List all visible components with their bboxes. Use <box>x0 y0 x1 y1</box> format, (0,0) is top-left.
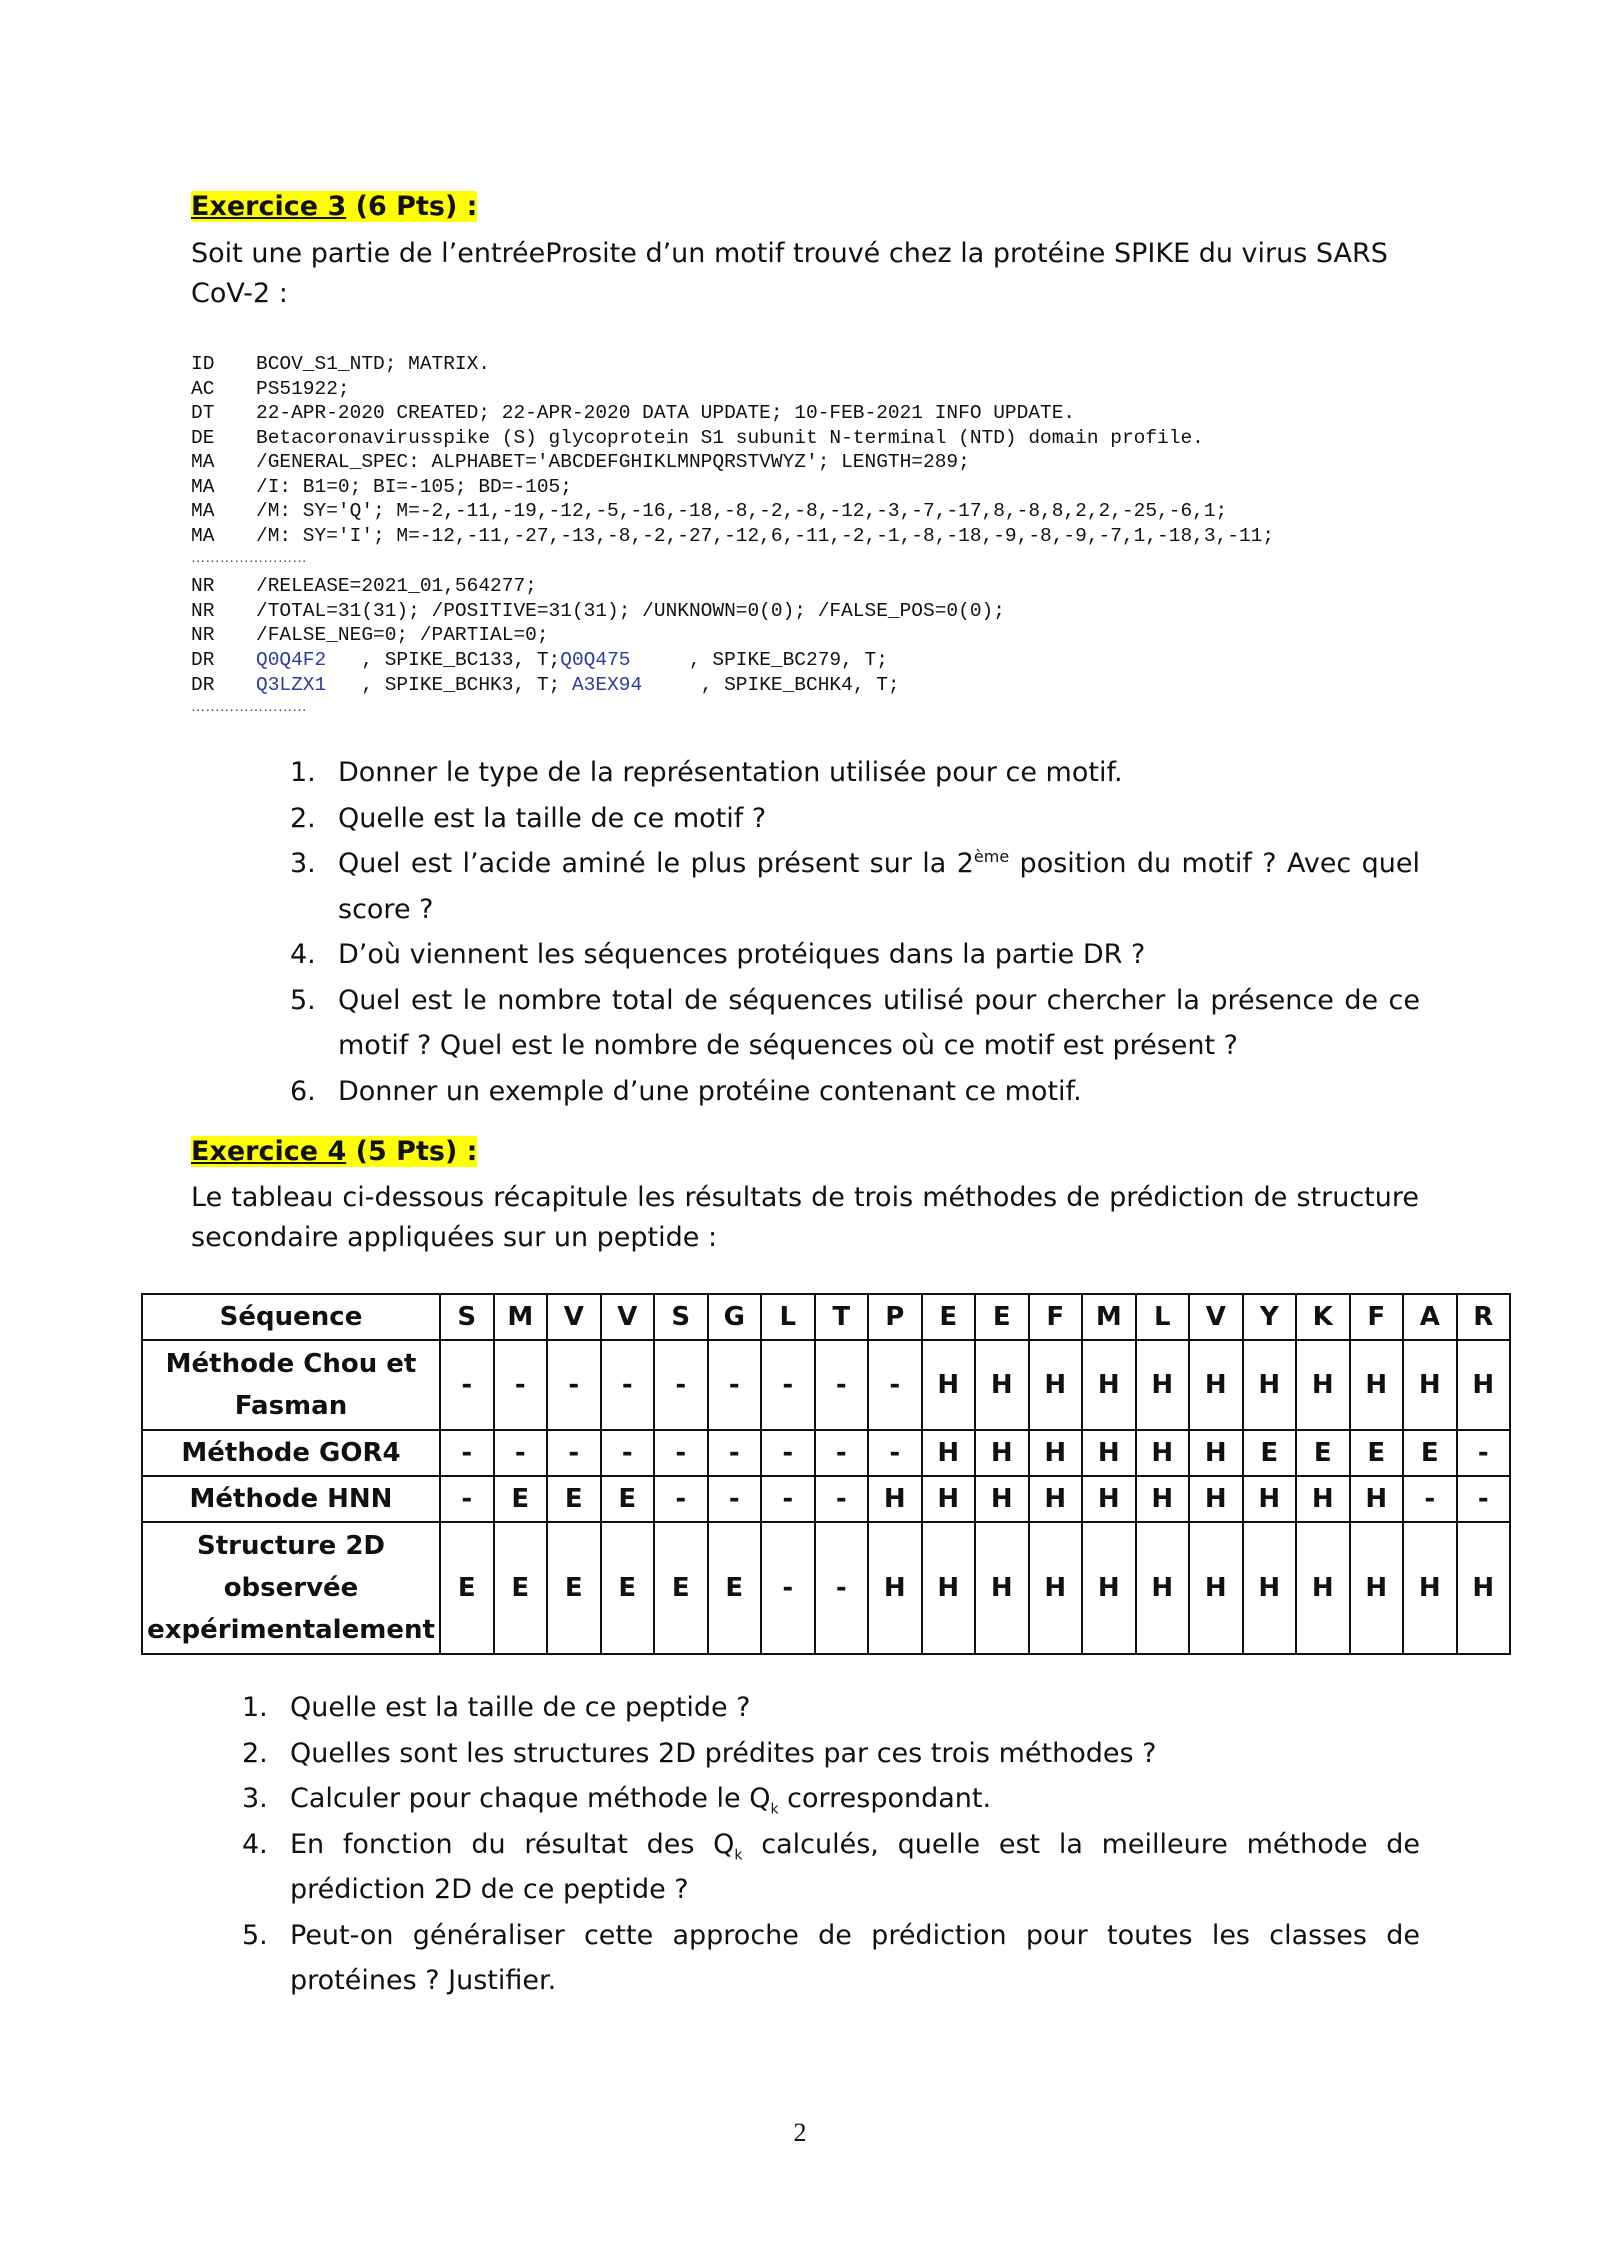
exercise4-intro: Le tableau ci-dessous récapitule les résultats de trois méthodes de prédiction de structure secondaire appliquées sur un peptide : <box>191 1182 1419 1253</box>
exercise3-intro: Soit une partie de l’entréeProsite d’un motif trouvé chez la protéine SPIKE du virus SARS CoV-2 : <box>191 238 1388 309</box>
prosite-entry-dr-block <box>191 648 900 697</box>
table-cell: H <box>975 1476 1029 1522</box>
row-label: Séquence <box>142 1294 440 1340</box>
table-cell: - <box>761 1476 815 1522</box>
table-cell: - <box>868 1430 922 1476</box>
table-cell: H <box>1296 1476 1350 1522</box>
table-cell: H <box>1136 1522 1190 1654</box>
question-text-part: En fonction du résultat des Q <box>290 1828 735 1860</box>
table-cell: E <box>1350 1430 1404 1476</box>
table-cell: V <box>1189 1294 1243 1340</box>
question-item <box>290 796 1420 842</box>
entry-line <box>191 475 1274 500</box>
question-item <box>242 1913 1420 2004</box>
question-text-part: Quel est l’acide aminé le plus présent sur la 2 <box>338 848 974 879</box>
question-text: Donner le type de la représentation utilisée pour ce motif. <box>338 757 1123 788</box>
question-number: 2. <box>290 802 316 834</box>
dr-entry-name: , SPIKE_BCHK3, T; <box>326 673 572 696</box>
table-cell: H <box>1082 1522 1136 1654</box>
table-cell: T <box>815 1294 869 1340</box>
method-row <box>142 1430 1510 1476</box>
dr-line <box>191 673 900 698</box>
method-row <box>142 1522 1510 1654</box>
table-cell: - <box>761 1340 815 1430</box>
entry-line <box>191 599 1005 624</box>
exercise3-questions <box>290 750 1420 1114</box>
table-cell: H <box>1243 1340 1297 1430</box>
table-cell: - <box>815 1522 869 1654</box>
entry-line <box>191 450 1274 475</box>
table-cell: H <box>1082 1430 1136 1476</box>
question-number: 6. <box>290 1075 316 1107</box>
entry-line-code: MA <box>191 500 215 522</box>
question-text <box>290 1776 1420 1822</box>
question-number: 2. <box>242 1737 268 1769</box>
question-text: Peut-on généraliser cette approche de prédiction pour toutes les classes de protéines ? Justifier. <box>290 1919 1420 1996</box>
method-row <box>142 1476 1510 1522</box>
dr-line <box>191 648 900 673</box>
question-text-part: correspondant. <box>778 1783 992 1814</box>
question-text: Quelle est la taille de ce peptide ? <box>290 1692 751 1723</box>
table-cell: H <box>1403 1522 1457 1654</box>
entry-line-value: /M: SY='Q'; M=-2,-11,-19,-12,-5,-16,-18,-8,-2,-8,-12,-3,-7,-17,8,-8,8,2,2,-25,-6,1; <box>256 500 1228 522</box>
table-cell: F <box>1029 1294 1083 1340</box>
table-cell: H <box>868 1476 922 1522</box>
page-number: 2 <box>793 2118 807 2147</box>
question-item <box>242 1822 1420 1913</box>
table-cell: E <box>494 1522 548 1654</box>
table-cell: H <box>1136 1476 1190 1522</box>
table-cell: H <box>1189 1476 1243 1522</box>
table-cell: - <box>708 1340 762 1430</box>
entry-line-code: DR <box>191 649 215 671</box>
question-number: 1. <box>290 757 316 788</box>
table-cell: H <box>1029 1340 1083 1430</box>
question-number: 3. <box>242 1783 268 1814</box>
table-cell: - <box>601 1340 655 1430</box>
table-cell: S <box>440 1294 494 1340</box>
table-cell: L <box>761 1294 815 1340</box>
subscript: k <box>770 1801 779 1818</box>
table-cell: H <box>1029 1476 1083 1522</box>
table-cell: H <box>922 1476 976 1522</box>
accession-link[interactable]: Q3LZX1 <box>256 673 327 696</box>
entry-line-code: MA <box>191 451 215 473</box>
question-item <box>290 750 1420 796</box>
entry-line <box>191 574 1005 599</box>
prosite-entry-block <box>191 352 1274 548</box>
table-cell: E <box>922 1294 976 1340</box>
prosite-entry-nr-block <box>191 574 1005 648</box>
table-cell: E <box>601 1476 655 1522</box>
table-cell: - <box>1403 1476 1457 1522</box>
table-cell: - <box>708 1430 762 1476</box>
exercise3-title <box>191 191 477 222</box>
question-text: Donner un exemple d’une protéine contenant ce motif. <box>338 1075 1082 1107</box>
table-cell: - <box>868 1340 922 1430</box>
entry-line-code: DR <box>191 673 215 696</box>
entry-line-value: /I: B1=0; BI=-105; BD=-105; <box>256 475 572 498</box>
table-cell: E <box>547 1476 601 1522</box>
table-cell: - <box>547 1430 601 1476</box>
question-text <box>338 841 1420 932</box>
question-text-part: calculés, quelle est la meilleure méthode de prédiction 2D de ce peptide ? <box>290 1828 1421 1905</box>
table-cell: E <box>708 1522 762 1654</box>
table-cell: F <box>1350 1294 1404 1340</box>
entry-line-code: ID <box>191 353 215 375</box>
accession-link[interactable]: A3EX94 <box>571 673 643 696</box>
table-cell: - <box>1457 1430 1511 1476</box>
table-cell: E <box>601 1522 655 1654</box>
ellipsis-dots-2: …………………… <box>191 700 307 715</box>
entry-line-code: MA <box>191 524 215 547</box>
table-cell: - <box>440 1476 494 1522</box>
table-cell: - <box>654 1430 708 1476</box>
table-cell: K <box>1296 1294 1350 1340</box>
table-cell: H <box>1296 1522 1350 1654</box>
question-item <box>290 1069 1420 1115</box>
table-cell: Y <box>1243 1294 1297 1340</box>
table-cell: - <box>708 1476 762 1522</box>
table-cell: M <box>1082 1294 1136 1340</box>
question-text <box>290 1822 1420 1913</box>
table-cell: - <box>440 1340 494 1430</box>
row-label: Méthode GOR4 <box>142 1430 440 1476</box>
entry-line-value: /TOTAL=31(31); /POSITIVE=31(31); /UNKNOWN=0(0); /FALSE_POS=0(0); <box>256 599 1005 622</box>
accession-link[interactable]: Q0Q475 <box>560 649 631 671</box>
table-cell: R <box>1457 1294 1511 1340</box>
entry-line-value: BCOV_S1_NTD; MATRIX. <box>256 353 491 375</box>
table-cell: H <box>1243 1476 1297 1522</box>
entry-line-value: /RELEASE=2021_01,564277; <box>256 575 537 597</box>
entry-line-value: 22-APR-2020 CREATED; 22-APR-2020 DATA UPDATE; 10-FEB-2021 INFO UPDATE. <box>256 402 1076 424</box>
table-cell: H <box>1136 1340 1190 1430</box>
table-cell: - <box>547 1340 601 1430</box>
table-cell: H <box>1082 1340 1136 1430</box>
row-label: Structure 2D observée expérimentalement <box>142 1522 440 1654</box>
table-cell: E <box>494 1476 548 1522</box>
entry-line-code: MA <box>191 475 215 498</box>
table-cell: H <box>1082 1476 1136 1522</box>
entry-line <box>191 623 1005 648</box>
table-cell: H <box>1136 1430 1190 1476</box>
table-cell: - <box>815 1476 869 1522</box>
method-row <box>142 1340 1510 1430</box>
table-cell: G <box>708 1294 762 1340</box>
exercise3-title-points: (6 Pts) : <box>346 191 478 222</box>
entry-line-code: DT <box>191 402 215 424</box>
table-cell: E <box>1296 1430 1350 1476</box>
table-cell: H <box>922 1522 976 1654</box>
table-cell: H <box>922 1430 976 1476</box>
table-cell: - <box>761 1522 815 1654</box>
entry-line-value: PS51922; <box>256 377 350 400</box>
table-cell: H <box>1243 1522 1297 1654</box>
table-cell: - <box>761 1430 815 1476</box>
table-cell: E <box>440 1522 494 1654</box>
entry-line <box>191 524 1274 549</box>
question-text-part: Calculer pour chaque méthode le Q <box>290 1783 771 1814</box>
table-cell: - <box>494 1430 548 1476</box>
entry-line <box>191 426 1274 451</box>
entry-line <box>191 352 1274 377</box>
question-item <box>290 978 1420 1069</box>
question-item <box>242 1731 1420 1777</box>
entry-line <box>191 377 1274 402</box>
accession-link[interactable]: Q0Q4F2 <box>256 649 327 671</box>
table-cell: - <box>654 1476 708 1522</box>
entry-line-value: Betacoronavirusspike (S) glycoprotein S1 subunit N-terminal (NTD) domain profile. <box>256 426 1204 449</box>
question-text-part: position du motif ? Avec quel score ? <box>338 848 1421 925</box>
question-number: 1. <box>242 1692 268 1723</box>
table-cell: E <box>547 1522 601 1654</box>
table-cell: E <box>975 1294 1029 1340</box>
ellipsis-dots: …………………… <box>191 551 307 566</box>
exercise3-title-label: Exercice 3 <box>191 191 347 222</box>
entry-line-code: NR <box>191 599 215 622</box>
entry-line-code: NR <box>191 624 215 646</box>
table-cell: P <box>868 1294 922 1340</box>
table-cell: - <box>601 1430 655 1476</box>
table-cell: E <box>1243 1430 1297 1476</box>
question-number: 4. <box>242 1828 268 1860</box>
table-cell: H <box>1029 1522 1083 1654</box>
table-cell: - <box>654 1340 708 1430</box>
table-cell: H <box>1029 1430 1083 1476</box>
entry-line <box>191 401 1274 426</box>
entry-line-code: NR <box>191 575 215 597</box>
question-item <box>290 841 1420 932</box>
sequence-row <box>142 1294 1510 1340</box>
question-number: 5. <box>290 984 316 1016</box>
question-text: Quelle est la taille de ce motif ? <box>338 802 767 834</box>
prediction-table <box>141 1293 1511 1655</box>
question-number: 4. <box>290 939 316 970</box>
table-cell: H <box>975 1430 1029 1476</box>
question-number: 3. <box>290 848 316 879</box>
dr-entry-name: , SPIKE_BC279, T; <box>630 649 888 671</box>
entry-line-value: /M: SY='I'; M=-12,-11,-27,-13,-8,-2,-27,-12,6,-11,-2,-1,-8,-18,-9,-8,-9,-7,1,-18,3,-11; <box>256 524 1275 547</box>
question-item <box>242 1685 1420 1731</box>
table-cell: A <box>1403 1294 1457 1340</box>
entry-line-value: /FALSE_NEG=0; /PARTIAL=0; <box>256 624 549 646</box>
table-cell: H <box>1350 1476 1404 1522</box>
table-cell: H <box>1189 1430 1243 1476</box>
table-cell: H <box>1457 1340 1511 1430</box>
superscript: ème <box>973 847 1010 866</box>
table-cell: M <box>494 1294 548 1340</box>
table-cell: - <box>815 1340 869 1430</box>
subscript: k <box>734 1846 743 1863</box>
entry-line-value: /GENERAL_SPEC: ALPHABET='ABCDEFGHIKLMNPQRSTVWYZ'; LENGTH=289; <box>256 451 970 473</box>
dr-entry-name: , SPIKE_BC133, T; <box>326 649 561 671</box>
entry-line-code: DE <box>191 426 215 449</box>
table-cell: H <box>1189 1340 1243 1430</box>
table-cell: H <box>868 1522 922 1654</box>
table-cell: - <box>1457 1476 1511 1522</box>
dr-entry-name: , SPIKE_BCHK4, T; <box>642 673 900 696</box>
table-cell: L <box>1136 1294 1190 1340</box>
question-text: Quelles sont les structures 2D prédites par ces trois méthodes ? <box>290 1737 1157 1769</box>
row-label: Méthode Chou et Fasman <box>142 1340 440 1430</box>
question-text: D’où viennent les séquences protéiques dans la partie DR ? <box>338 939 1146 970</box>
table-cell: H <box>1350 1522 1404 1654</box>
question-item <box>242 1776 1420 1822</box>
entry-line <box>191 499 1274 524</box>
exercise4-title <box>191 1136 477 1167</box>
row-label: Méthode HNN <box>142 1476 440 1522</box>
table-cell: V <box>547 1294 601 1340</box>
exercise4-title-points: (5 Pts) : <box>346 1136 478 1167</box>
table-cell: S <box>654 1294 708 1340</box>
table-cell: E <box>1403 1430 1457 1476</box>
table-cell: - <box>815 1430 869 1476</box>
table-cell: H <box>1296 1340 1350 1430</box>
exercise4-questions <box>242 1685 1420 2004</box>
table-cell: E <box>654 1522 708 1654</box>
question-number: 5. <box>242 1919 268 1951</box>
exercise4-title-label: Exercice 4 <box>191 1136 347 1167</box>
question-item <box>290 932 1420 978</box>
question-text: Quel est le nombre total de séquences utilisé pour chercher la présence de ce motif ? Quel est le nombre de séquences où ce motif est présent ? <box>338 984 1420 1061</box>
table-cell: - <box>440 1430 494 1476</box>
table-cell: H <box>1457 1522 1511 1654</box>
table-cell: H <box>1350 1340 1404 1430</box>
table-cell: H <box>975 1522 1029 1654</box>
table-cell: - <box>494 1340 548 1430</box>
table-cell: H <box>1189 1522 1243 1654</box>
table-cell: H <box>922 1340 976 1430</box>
entry-line-code: AC <box>191 377 215 400</box>
table-cell: V <box>601 1294 655 1340</box>
table-cell: H <box>975 1340 1029 1430</box>
table-cell: H <box>1403 1340 1457 1430</box>
